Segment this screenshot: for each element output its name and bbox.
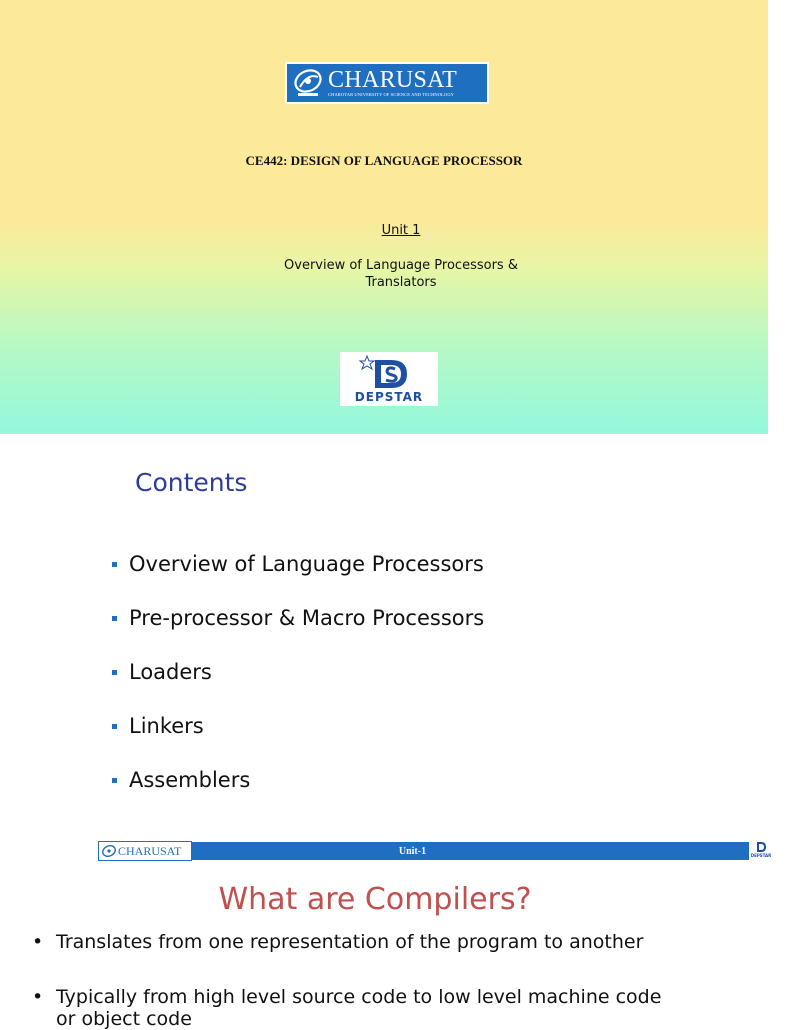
header-depstar-logo bbox=[751, 841, 771, 861]
contents-title: Contents bbox=[135, 468, 248, 497]
square-bullet-icon bbox=[112, 562, 117, 567]
depstar-logo bbox=[340, 352, 438, 406]
square-bullet-icon bbox=[112, 670, 117, 675]
list-item-label: Pre-processor & Macro Processors bbox=[129, 606, 485, 630]
charusat-logo bbox=[285, 62, 489, 104]
charusat-logo-name: CHARUSAT bbox=[328, 67, 458, 93]
list-item-label: Assemblers bbox=[129, 768, 251, 792]
square-bullet-icon bbox=[112, 616, 117, 621]
unit-overview-title: Overview of Language Processors & Translators bbox=[284, 258, 518, 290]
header-charusat-logo bbox=[98, 841, 192, 861]
charusat-emblem-icon bbox=[101, 843, 117, 859]
compilers-bullet-list bbox=[32, 931, 676, 1030]
depstar-emblem-icon bbox=[361, 354, 417, 390]
list-item bbox=[32, 931, 676, 953]
charusat-emblem-icon bbox=[290, 65, 326, 101]
header-unit-band bbox=[192, 842, 749, 860]
course-title: CE442: DESIGN OF LANGUAGE PROCESSOR bbox=[245, 153, 523, 168]
list-item-label: Loaders bbox=[129, 660, 212, 684]
list-item-label: Overview of Language Processors bbox=[129, 552, 484, 576]
round-bullet-icon: • bbox=[32, 931, 44, 953]
slide-header-bar bbox=[98, 841, 772, 861]
header-unit-label: Unit-1 bbox=[398, 845, 427, 857]
title-slide bbox=[0, 0, 768, 434]
header-logo-text: CHARUSAT bbox=[118, 843, 182, 858]
depstar-emblem-icon bbox=[755, 841, 767, 853]
charusat-logo-subtitle: CHAROTAR UNIVERSITY OF SCIENCE AND TECHNOLOGY bbox=[328, 92, 455, 97]
list-item-label: Translates from one representation of the program to another bbox=[56, 931, 644, 953]
square-bullet-icon bbox=[112, 778, 117, 783]
round-bullet-icon: • bbox=[32, 986, 44, 1008]
list-item-label: Typically from high level source code to low level machine code or object code bbox=[56, 986, 662, 1030]
unit-label: Unit 1 bbox=[381, 223, 421, 238]
header-depstar-text: DEPSTAR bbox=[750, 853, 772, 858]
list-item bbox=[32, 986, 676, 1030]
depstar-logo-text: DEPSTAR bbox=[354, 390, 424, 404]
list-item-label: Linkers bbox=[129, 714, 204, 738]
compilers-title: What are Compilers? bbox=[218, 882, 532, 917]
square-bullet-icon bbox=[112, 724, 117, 729]
